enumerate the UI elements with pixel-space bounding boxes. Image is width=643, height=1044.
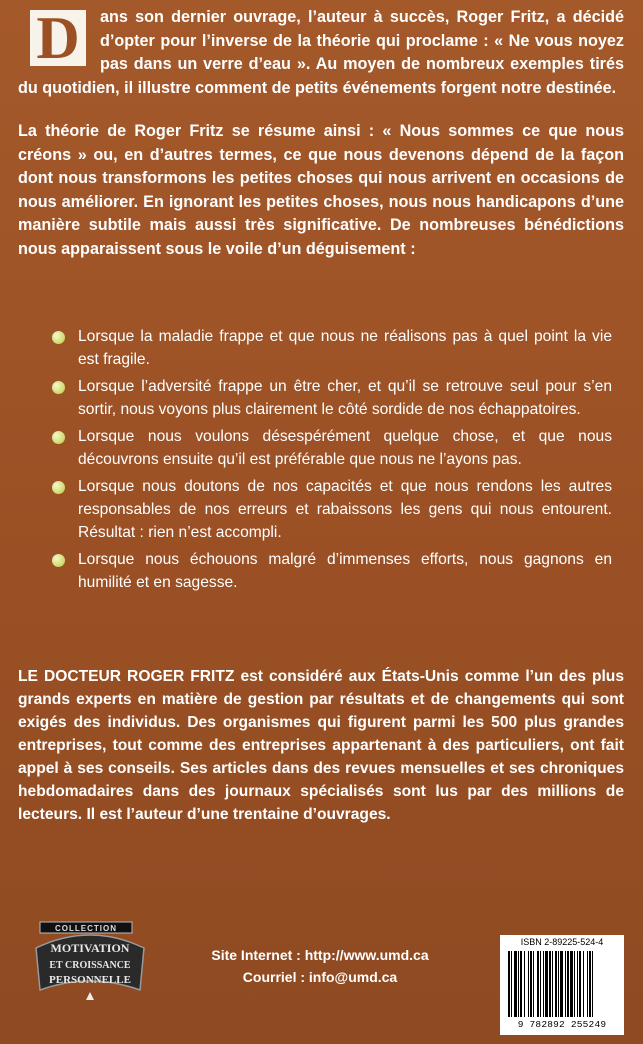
intro-paragraph-1: ans son dernier ouvrage, l’auteur à succès, Roger Fritz, a décidé d’opter pour l’inverse de la théorie qui proclame : « Ne vous noyez pas dans un verre d’eau ». Au moyen de nombreux exemples tirés du quotidien, il illustre comment de petits événements forgent notre destinée.: [18, 8, 624, 97]
author-bio-text: est considéré aux États-Unis comme l’un des plus grands experts en matière de gestion par résultats et de changements qui sont exigés des individus. Des organismes qui figurent parmi les 500 plus grandes entreprises, tout comme des entreprises appartenant à des particuliers, ont fait appel à ses conseils. Ses articles dans des revues mensuelles et ses chroniques hebdomadaires dans des journaux spécialisés sont lus par des millions de lecteurs. Il est l’auteur d’une trentaine d’ouvrages.: [18, 668, 624, 823]
contact-info: [190, 944, 450, 988]
list-item: [52, 475, 612, 544]
intro-paragraph-2: La théorie de Roger Fritz se résume ainsi : « Nous sommes ce que nous créons » ou, en d’autres termes, ce que nous devenons dépend de la façon dont nous transformons les petites choses qui nous arrivent en occasions de nous améliorer. En ignorant les petites choses, nous nous handicapons d’une manière subtile mais aussi très significative. De nombreuses bénédictions nous apparaissent sous le voile d’un déguisement :: [18, 122, 624, 258]
collection-logo: [30, 918, 150, 1014]
bullet-list: [52, 325, 612, 598]
logo-line-croissance: ET CROISSANCE: [49, 960, 131, 971]
triangle-icon: [86, 992, 94, 1000]
bullet-text: Lorsque nous voulons désespérément quelque chose, et que nous découvrons ensuite qu’il est préférable que nous ne l’ayons pas.: [78, 428, 612, 468]
intro-section: [18, 6, 624, 281]
list-item: [52, 548, 612, 594]
email-link[interactable]: Courriel : info@umd.ca: [242, 969, 398, 985]
isbn-number: ISBN 2-89225-524-4: [520, 937, 604, 947]
drop-cap: D: [30, 10, 86, 66]
bullet-text: Lorsque nous doutons de nos capacités et que nous rendons les autres responsables de nos erreurs et rabaissons les gens qui nous entourent. Résultat : rien n’est accompli.: [78, 478, 612, 541]
bullet-text: Lorsque la maladie frappe et que nous ne réalisons pas à quel point la vie est fragile.: [78, 328, 612, 368]
bullet-text: Lorsque nous échouons malgré d’immenses efforts, nous gagnons en humilité et en sagesse.: [78, 551, 612, 591]
bullet-icon: [52, 381, 65, 394]
list-item: [52, 425, 612, 471]
bullet-text: Lorsque l’adversité frappe un être cher, et qu’il se retrouve seul pour s’en sortir, nous voyons plus clairement le côté sordide de nos échappatoires.: [78, 378, 612, 418]
barcode-bars: [508, 951, 616, 1017]
ean-number: 9 782892 255249: [517, 1019, 607, 1030]
website-link[interactable]: Site Internet : http://www.umd.ca: [211, 947, 429, 963]
author-name: LE DOCTEUR ROGER FRITZ: [18, 668, 235, 685]
logo-line-personnelle: PERSONNELLE: [49, 974, 131, 986]
bullet-icon: [52, 554, 65, 567]
bullet-icon: [52, 481, 65, 494]
list-item: [52, 375, 612, 421]
logo-line-collection: COLLECTION: [55, 924, 117, 933]
bullet-icon: [52, 331, 65, 344]
barcode: [500, 935, 624, 1035]
logo-line-motivation: MOTIVATION: [50, 941, 130, 955]
list-item: [52, 325, 612, 371]
bullet-icon: [52, 431, 65, 444]
author-bio: [18, 665, 624, 826]
